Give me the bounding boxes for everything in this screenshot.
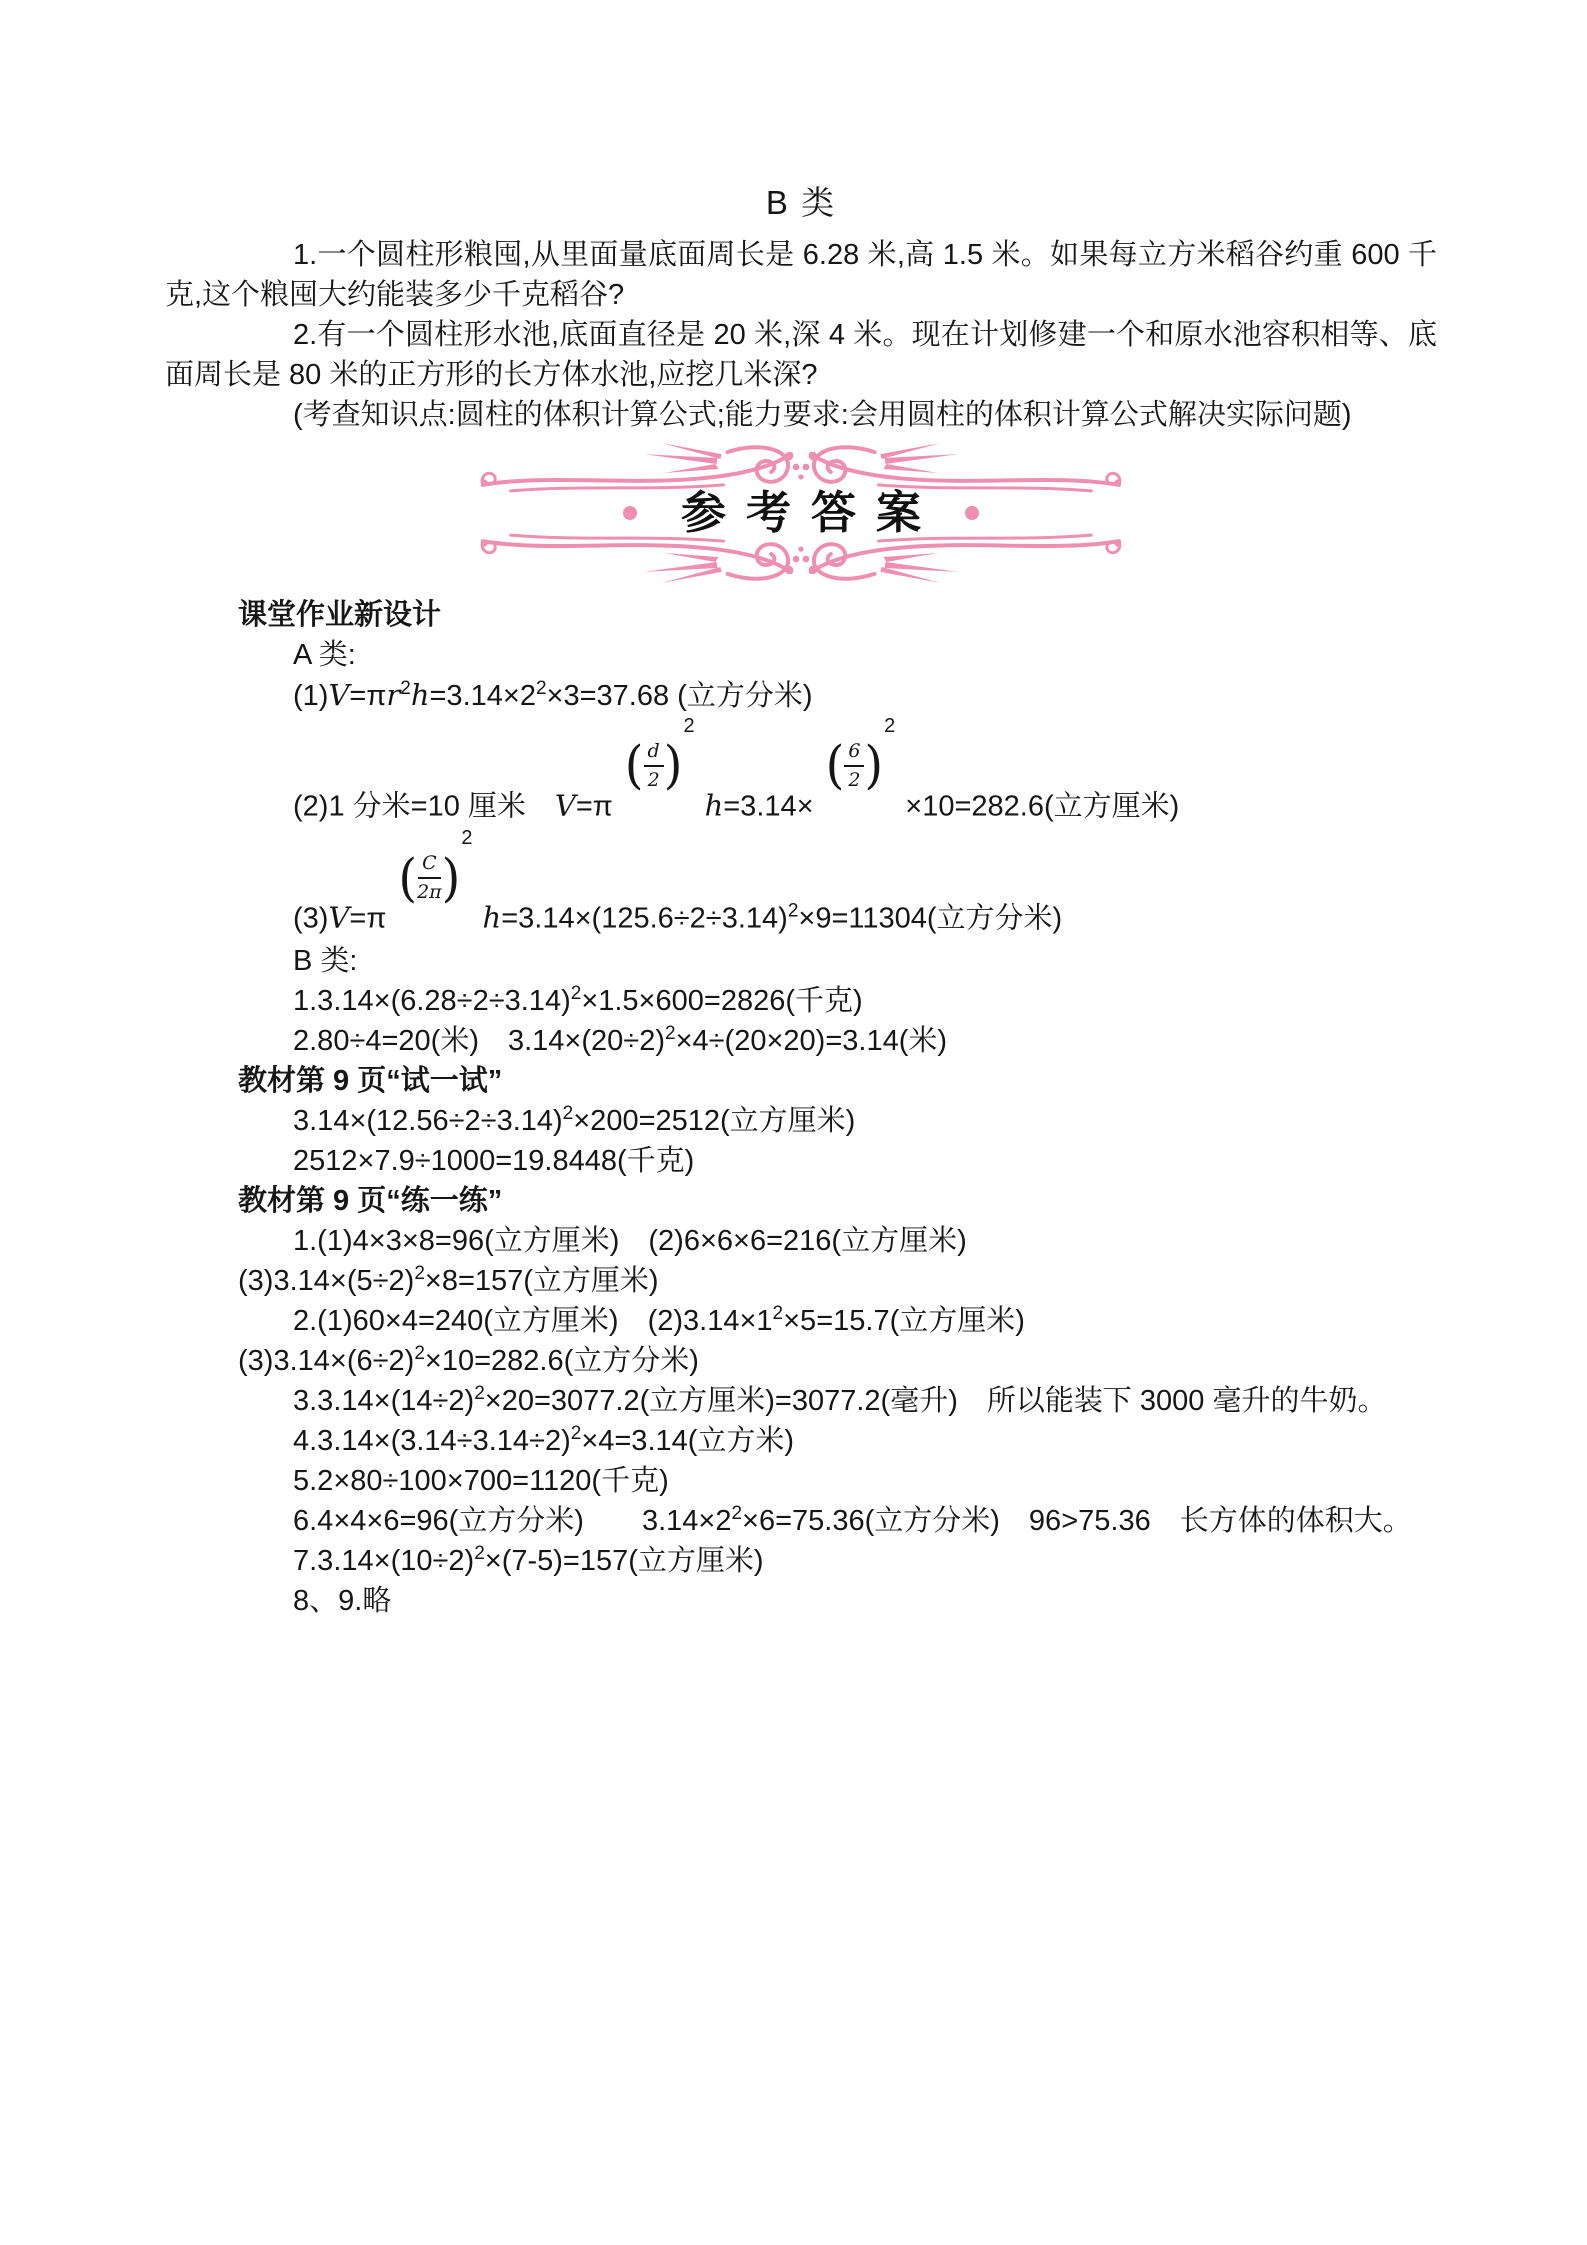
math-fraction: ( d 2 ) 2	[624, 715, 695, 796]
question-paragraph: 1.一个圆柱形粮囤,从里面量底面周长是 6.28 米,高 1.5 米。如果每立方米稻谷约重 600 千克,这个粮囤大约能装多少千克稻谷?	[165, 239, 1437, 311]
answer-line: $(1)V=\pi r^2h=3.14\times 2^2\times 3=37.68$ (立方分米)	[293, 678, 813, 712]
answer-line: 6.4×4×6=96(立方分米) $3.14\times 2^2\times 6=75.36$(立方分米) 96>75.36 长方体的体积大。	[293, 1502, 1412, 1537]
math-fraction: ( C 2π ) 2	[398, 827, 473, 909]
section-heading: 教材第 9 页“试一试”	[238, 1064, 503, 1097]
answer-line: 8、9.略	[293, 1584, 392, 1617]
answer-line: B 类:	[293, 944, 358, 977]
answer-line: 1.(1)4×3×8=96(立方厘米) (2)6×6×6=216(立方厘米)	[293, 1224, 967, 1257]
answer-line: $4.3.14\times(3.14\div 3.14\div 2)^2\times 4=3.14$(立方米)	[293, 1422, 795, 1457]
answer-line: A 类:	[293, 639, 356, 671]
question-paragraph: 2.有一个圆柱形水池,底面直径是 20 米,深 4 米。现在计划修建一个和原水池容积相等、底面周长是 80 米的正方形的长方体水池,应挖几米深?	[165, 319, 1437, 391]
answer-line: 5.2×80÷100×700=1120(千克)	[293, 1464, 669, 1497]
question-section	[165, 235, 1437, 435]
flourish-bottom-icon	[473, 533, 1129, 585]
reference-answer-banner	[456, 441, 1146, 585]
answer-line: $7.3.14\times(10\div 2)^2\times(7-5)=157$(立方厘米)	[293, 1542, 764, 1577]
banner-title-row	[456, 487, 1146, 539]
answer-line: $1.3.14\times(6.28\div 2\div 3.14)^2\times 1.5\times 600=2826$(千克)	[293, 982, 863, 1017]
question-paragraph: (考查知识点:圆柱的体积计算公式;能力要求:会用圆柱的体积计算公式解决实际问题)	[293, 399, 1352, 431]
banner-title: 参考答案	[680, 486, 941, 539]
answer-line: 2512×7.9÷1000=19.8448(千克)	[293, 1144, 695, 1177]
section-heading: 课堂作业新设计	[238, 599, 442, 631]
banner-dot-right-icon	[965, 506, 979, 520]
answer-line: $3.14\times(12.56\div 2\div 3.14)^2\times 200=2512$(立方厘米)	[293, 1102, 856, 1137]
answer-formula-line: (3)V=π ( C 2π ) 2 $h=3.14\times(125.6\div 2\div 3.14)^2\times 9=11304$(立方分米)	[293, 827, 1063, 935]
answer-formula-line: (2)1 分米=10 厘米 V=π ( d 2 ) 2 h=3.14× ( 6 2 ) 2 ×10=282.6(立方厘米)	[293, 715, 1180, 823]
section-heading: 教材第 9 页“练一练”	[238, 1184, 503, 1217]
section-b-title: B 类	[765, 184, 837, 221]
answer-line: 2.(1)60×4=240(立方厘米) $(2)3.14\times 1^2\times 5=15.7$(立方厘米)	[293, 1302, 1025, 1337]
answers-section	[165, 595, 1437, 1621]
answer-line: $(3)3.14\times(6\div 2)^2\times 10=282.6$(立方分米)	[238, 1342, 699, 1377]
banner-dot-left-icon	[623, 506, 637, 520]
answer-line: 2.80÷4=20(米) $3.14\times(20\div 2)^2\times 4\div(20\times 20)=3.14$(米)	[293, 1022, 948, 1057]
math-fraction: ( 6 2 ) 2	[825, 715, 896, 796]
answer-line: $(3)3.14\times(5\div 2)^2\times 8=157$(立方厘米)	[238, 1262, 659, 1297]
answer-line: $3.3.14\times(14\div 2)^2\times 20=3077.2$(立方厘米)=3077.2(毫升) 所以能装下 3000 毫升的牛奶。	[293, 1382, 1387, 1417]
